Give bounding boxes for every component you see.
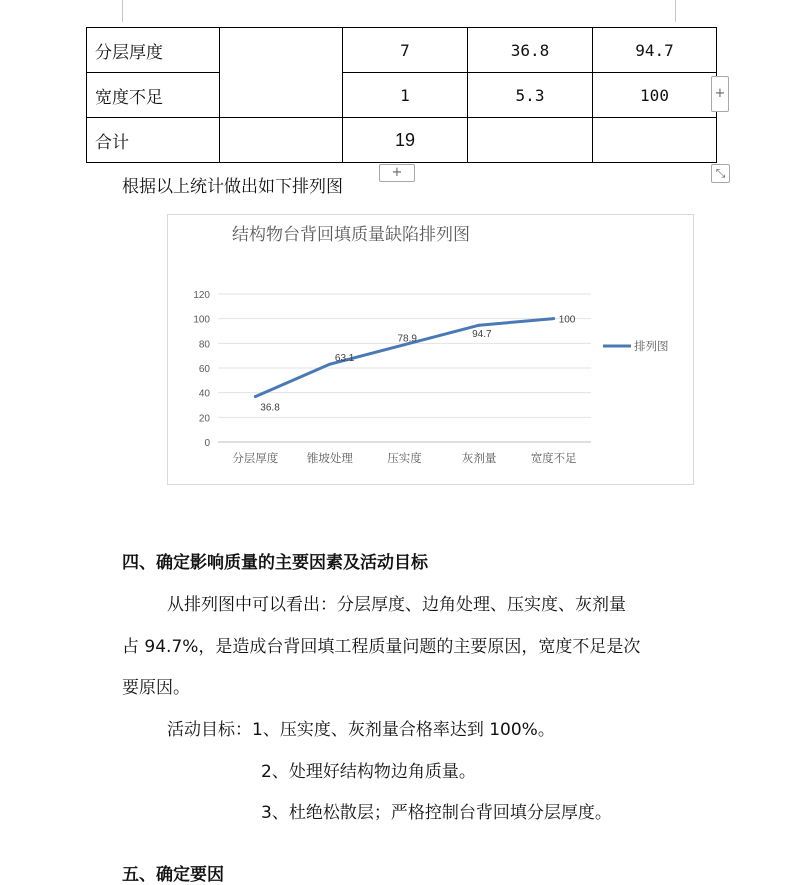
- section-5-heading: 五、确定要因: [122, 865, 224, 885]
- add-row-button[interactable]: +: [379, 164, 415, 182]
- x-tick-label: 宽度不足: [530, 453, 577, 465]
- cumulative-cell: 100: [593, 73, 717, 118]
- row-label: 宽度不足: [87, 73, 220, 118]
- paragraph-line: 占 94.7%，是造成台背回填工程质量问题的主要原因，宽度不足是次: [122, 637, 641, 657]
- section-4-heading: 四、确定影响质量的主要因素及活动目标: [122, 553, 428, 573]
- resize-table-handle[interactable]: ⤡: [711, 164, 730, 183]
- data-point: [328, 363, 331, 366]
- y-tick-label: 80: [198, 339, 210, 351]
- table-row: [87, 28, 717, 73]
- chart-caption: 根据以上统计做出如下排列图: [122, 177, 343, 197]
- row-label: 分层厚度: [87, 28, 220, 73]
- x-tick-label: 灰剂量: [461, 453, 497, 465]
- chart-title: 结构物台背回填质量缺陷排列图: [232, 225, 470, 244]
- goal-line: 2、处理好结构物边角质量。: [261, 762, 476, 782]
- merged-empty-cell: [220, 28, 343, 118]
- goal-line: 3、杜绝松散层；严格控制台背回填分层厚度。: [261, 803, 612, 823]
- table-row: [87, 73, 717, 118]
- chart-svg: [168, 215, 693, 484]
- data-label: 94.7: [472, 329, 492, 341]
- paragraph-line: 从排列图中可以看出：分层厚度、边角处理、压实度、灰剂量: [167, 595, 626, 615]
- page-margin-left: [122, 0, 123, 22]
- cumulative-cell: 94.7: [593, 28, 717, 73]
- count-cell: 1: [343, 73, 468, 118]
- table-row: [87, 118, 717, 163]
- y-tick-label: 100: [193, 314, 210, 326]
- data-point: [254, 395, 257, 398]
- y-tick-label: 20: [198, 413, 210, 425]
- data-label: 36.8: [260, 402, 280, 414]
- cumulative-cell: [593, 118, 717, 163]
- page-margin-right: [675, 0, 676, 22]
- y-tick-label: 0: [204, 438, 210, 449]
- data-point: [478, 324, 481, 327]
- data-point: [552, 317, 555, 320]
- y-tick-label: 60: [198, 364, 210, 375]
- paragraph-line: 要原因。: [122, 678, 190, 698]
- count-cell: 19: [343, 118, 468, 163]
- series-line: [255, 319, 553, 397]
- count-cell: 7: [343, 28, 468, 73]
- empty-cell: [220, 118, 343, 163]
- y-tick-label: 40: [198, 388, 210, 400]
- pareto-chart: [167, 214, 694, 485]
- percent-cell: 36.8: [468, 28, 593, 73]
- legend-label: 排列图: [634, 341, 669, 353]
- data-label: 100: [558, 314, 576, 326]
- add-column-button[interactable]: +: [711, 76, 729, 112]
- percent-cell: [468, 118, 593, 163]
- goal-line: 活动目标：1、压实度、灰剂量合格率达到 100%。: [167, 720, 555, 740]
- x-tick-label: 锥坡处理: [306, 453, 353, 465]
- percent-cell: 5.3: [468, 73, 593, 118]
- data-label: 78.9: [397, 333, 417, 345]
- data-label: 63.1: [334, 353, 355, 365]
- statistics-table: [86, 27, 717, 163]
- row-label: 合计: [87, 118, 220, 163]
- x-tick-label: 压实度: [387, 453, 422, 465]
- y-tick-label: 120: [193, 290, 210, 301]
- x-tick-label: 分层厚度: [232, 453, 279, 465]
